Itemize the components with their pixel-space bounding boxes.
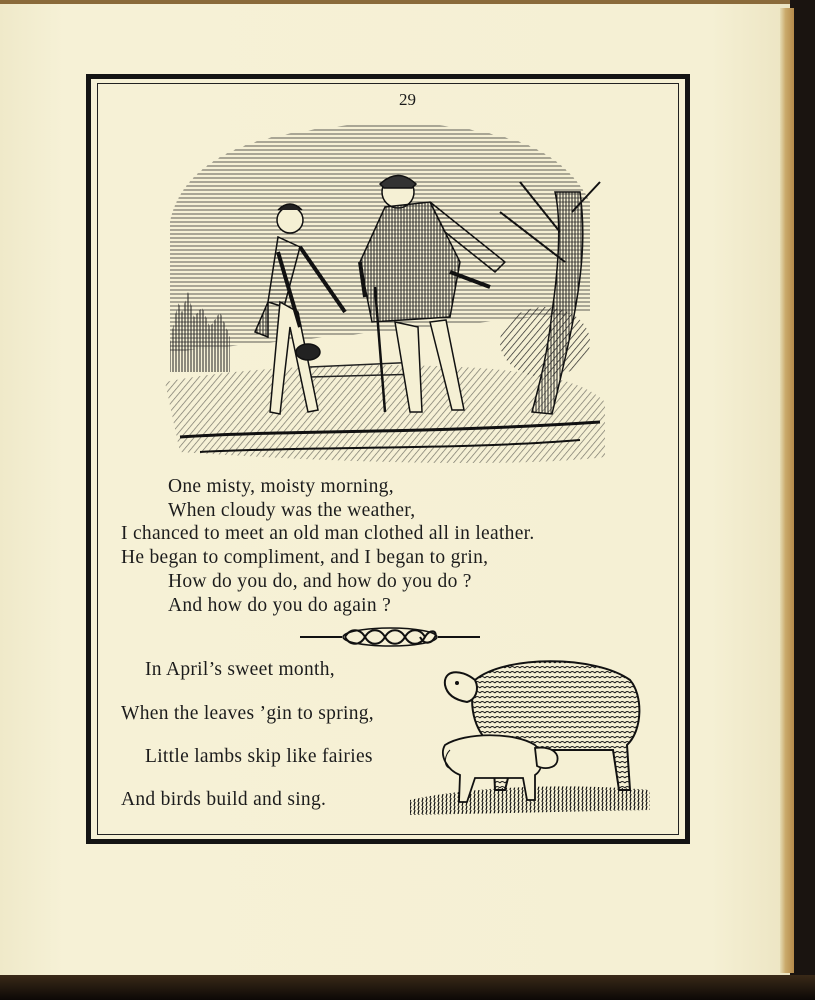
page-shadow (0, 975, 815, 1000)
poem-one-line-4: He began to compliment, and I began to grin, (121, 547, 489, 568)
ornamental-divider (300, 626, 480, 650)
poem-one-line-6: And how do you do again ? (168, 595, 392, 616)
engraving-sheep-and-lamb (405, 650, 655, 820)
page-edge (780, 8, 794, 973)
poem-two-line-2: When the leaves ’gin to spring, (121, 703, 374, 724)
poem-two-line-1: In April’s sweet month, (145, 659, 335, 680)
poem-one-line-2: When cloudy was the weather, (168, 500, 416, 521)
poem-one-line-1: One misty, moisty morning, (168, 476, 394, 497)
poem-one-line-3: I chanced to meet an old man clothed all in leather. (121, 523, 535, 544)
poem-two-line-4: And birds build and sing. (121, 789, 327, 810)
engraving-illustration-two-men (160, 112, 610, 472)
poem-two-line-3: Little lambs skip like fairies (145, 746, 373, 767)
page-number: 29 (399, 90, 416, 109)
poem-one-line-5: How do you do, and how do you do ? (168, 571, 472, 592)
